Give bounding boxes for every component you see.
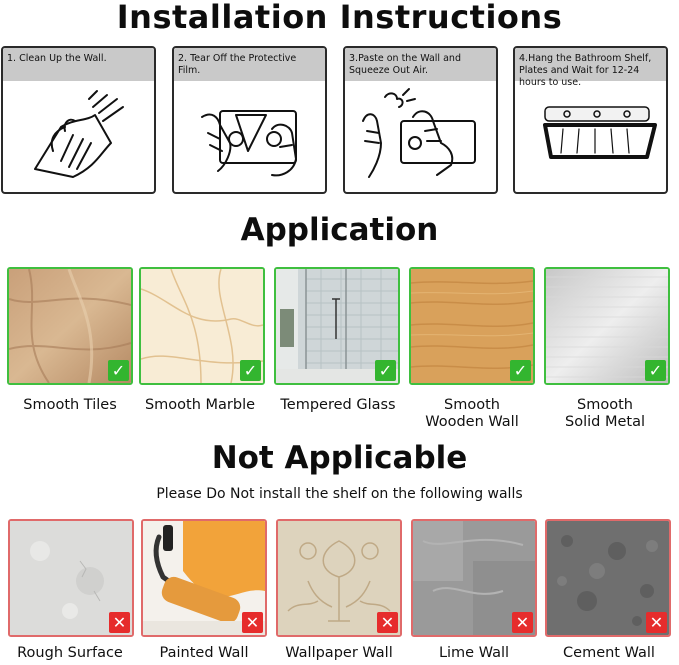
caption-smooth-wooden-wall: Smooth Wooden Wall	[425, 397, 519, 430]
cross-icon: ✕	[377, 612, 398, 633]
caption-smooth-solid-metal: Smooth Solid Metal	[565, 397, 645, 430]
step-3-panel	[343, 46, 498, 194]
tile-lime-wall	[411, 519, 537, 637]
cross-icon: ✕	[646, 612, 667, 633]
not-applicable-subtitle: Please Do Not install the shelf on the following walls	[156, 486, 523, 502]
installation-title: Installation Instructions	[116, 0, 563, 36]
caption-lime-wall: Lime Wall	[438, 645, 510, 661]
cross-icon: ✕	[512, 612, 533, 633]
step-4-text: 4.Hang the Bathroom Shelf, Plates and Wait for 12-24 hours to use.	[515, 48, 666, 81]
step-1-text: 1. Clean Up the Wall.	[3, 48, 154, 81]
tile-smooth-solid-metal	[544, 267, 670, 385]
caption-wallpaper-wall: Wallpaper Wall	[285, 645, 393, 661]
tile-smooth-wooden-wall	[409, 267, 535, 385]
shelf-icon	[515, 81, 666, 193]
peel-film-icon	[174, 81, 325, 193]
tile-rough-surface	[8, 519, 134, 637]
step-1-panel	[1, 46, 156, 194]
tile-tempered-glass	[274, 267, 400, 385]
check-icon: ✓	[510, 360, 531, 381]
cross-icon: ✕	[109, 612, 130, 633]
caption-smooth-marble: Smooth Marble	[144, 397, 256, 413]
application-title: Application	[240, 212, 439, 248]
cross-icon: ✕	[242, 612, 263, 633]
caption-cement-wall: Cement Wall	[563, 645, 655, 661]
tile-painted-wall	[141, 519, 267, 637]
tile-smooth-marble	[139, 267, 265, 385]
step-2-text: 2. Tear Off the Protective Film.	[174, 48, 325, 81]
press-adhesive-icon	[345, 81, 496, 193]
caption-rough-surface: Rough Surface	[17, 645, 123, 661]
check-icon: ✓	[108, 360, 129, 381]
check-icon: ✓	[375, 360, 396, 381]
tile-cement-wall	[545, 519, 671, 637]
caption-smooth-tiles: Smooth Tiles	[23, 397, 117, 413]
step-4-panel	[513, 46, 668, 194]
check-icon: ✓	[240, 360, 261, 381]
check-icon: ✓	[645, 360, 666, 381]
step-2-panel	[172, 46, 327, 194]
caption-painted-wall: Painted Wall	[159, 645, 249, 661]
tile-wallpaper-wall	[276, 519, 402, 637]
caption-tempered-glass: Tempered Glass	[280, 397, 396, 413]
tile-smooth-tiles	[7, 267, 133, 385]
not-applicable-title: Not Applicable	[211, 440, 468, 476]
step-3-text: 3.Paste on the Wall and Squeeze Out Air.	[345, 48, 496, 81]
cloth-wiping-icon	[3, 81, 154, 193]
